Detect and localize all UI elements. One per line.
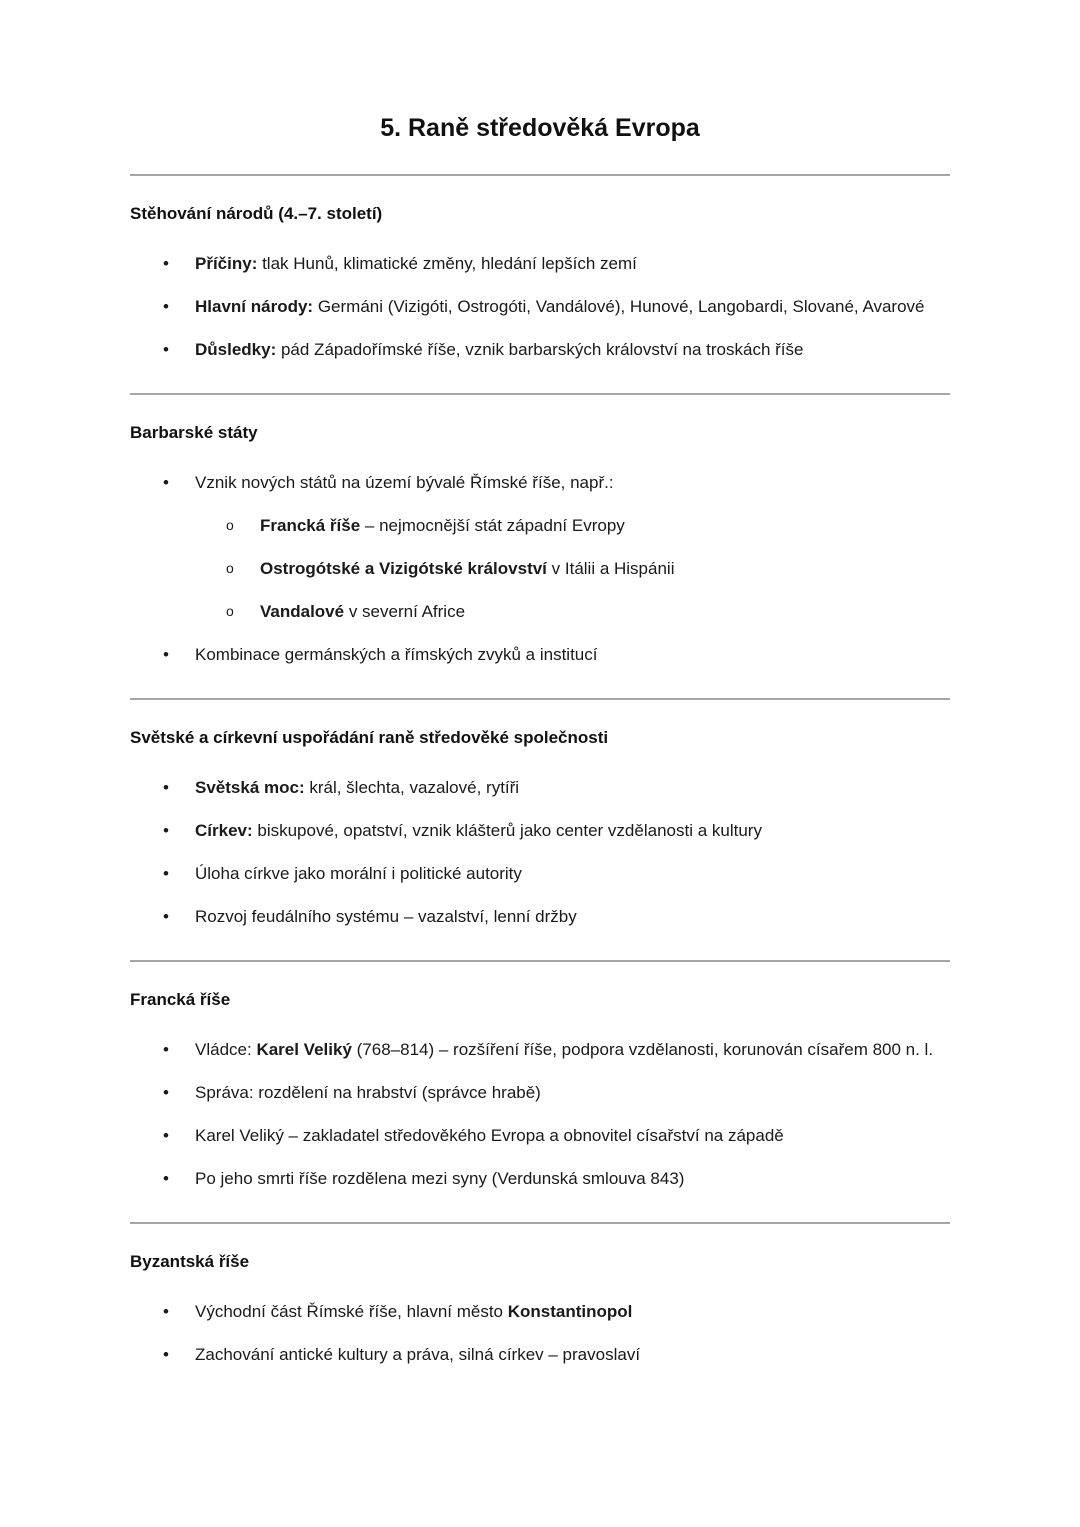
item-text: Zachování antické kultury a práva, silná církev – pravoslaví — [195, 1345, 641, 1364]
item-text: Správa: rozdělení na hrabství (správce hrabě) — [195, 1083, 541, 1102]
sections — [130, 174, 950, 1368]
bullet-marker: • — [163, 1302, 169, 1321]
page-title: 5. Raně středověká Evropa — [380, 114, 700, 142]
bullet-marker: • — [163, 473, 169, 492]
bullet-item — [130, 469, 950, 496]
section-divider — [130, 698, 950, 700]
item-text: Po jeho smrti říše rozdělena mezi syny (Verdunská smlouva 843) — [195, 1169, 685, 1188]
document-section — [130, 174, 950, 363]
bullet-marker: • — [163, 1083, 169, 1102]
bullet-marker: • — [163, 645, 169, 664]
bullet-item — [130, 774, 950, 801]
section-heading: Francká říše — [130, 990, 231, 1009]
bullet-marker: • — [163, 864, 169, 883]
section-divider — [130, 960, 950, 962]
bullet-item — [130, 293, 950, 320]
item-text: Světská moc: král, šlechta, vazalové, rytíři — [195, 778, 520, 797]
bullet-item — [130, 1122, 950, 1149]
item-text: Ostrogótské a Vizigótské království v Itálii a Hispánii — [260, 559, 675, 578]
document-section — [130, 698, 950, 930]
section-heading: Barbarské státy — [130, 423, 258, 442]
bullet-item — [130, 903, 950, 930]
bullet-item — [130, 1036, 950, 1063]
bullet-marker: • — [163, 1345, 169, 1364]
bullet-marker: • — [163, 297, 169, 316]
section-divider — [130, 174, 950, 176]
item-text: Vládce: Karel Veliký (768–814) – rozšíření říše, podpora vzdělanosti, korunován císařem 800 n. l. — [195, 1040, 934, 1059]
bullet-item — [130, 1341, 950, 1368]
bullet-marker: • — [163, 254, 169, 273]
item-text: Hlavní národy: Germáni (Vizigóti, Ostrogóti, Vandálové), Hunové, Langobardi, Slované, Avarové — [195, 297, 925, 316]
item-text: Církev: biskupové, opatství, vznik klášterů jako center vzdělanosti a kultury — [195, 821, 762, 840]
bullet-item — [130, 1165, 950, 1192]
item-text: Rozvoj feudálního systému – vazalství, lenní držby — [195, 907, 577, 926]
document-section — [130, 960, 950, 1192]
bullet-marker: • — [163, 1169, 169, 1188]
bullet-item — [130, 1079, 950, 1106]
item-text: Francká říše – nejmocnější stát západní Evropy — [260, 516, 625, 535]
bullet-marker: • — [163, 1040, 169, 1059]
sub-bullet-item — [130, 598, 950, 625]
sub-bullet-marker: o — [226, 560, 234, 576]
section-heading: Stěhování národů (4.–7. století) — [130, 204, 383, 223]
bullet-item — [130, 641, 950, 668]
bullet-marker: • — [163, 1126, 169, 1145]
bullet-marker: • — [163, 907, 169, 926]
sub-bullet-marker: o — [226, 603, 234, 619]
sub-bullet-marker: o — [226, 517, 234, 533]
item-text: Příčiny: tlak Hunů, klimatické změny, hledání lepších zemí — [195, 254, 637, 273]
section-divider — [130, 1222, 950, 1224]
bullet-marker: • — [163, 340, 169, 359]
document-section — [130, 393, 950, 668]
section-heading: Světské a církevní uspořádání raně středověké společnosti — [130, 728, 609, 747]
item-text: Vandalové v severní Africe — [260, 602, 466, 621]
bullet-item — [130, 250, 950, 277]
sub-bullet-item — [130, 555, 950, 582]
bullet-item — [130, 336, 950, 363]
item-text: Karel Veliký – zakladatel středověkého Evropa a obnovitel císařství na západě — [195, 1126, 784, 1145]
section-divider — [130, 393, 950, 395]
document-section — [130, 1222, 950, 1368]
bullet-item — [130, 860, 950, 887]
item-text: Východní část Římské říše, hlavní město Konstantinopol — [195, 1302, 633, 1321]
bullet-item — [130, 1298, 950, 1325]
sub-bullet-item — [130, 512, 950, 539]
item-text: Vznik nových států na území bývalé Římské říše, např.: — [195, 473, 614, 492]
bullet-marker: • — [163, 821, 169, 840]
bullet-item — [130, 817, 950, 844]
section-heading: Byzantská říše — [130, 1252, 250, 1271]
item-text: Kombinace germánských a římských zvyků a institucí — [195, 645, 598, 664]
item-text: Důsledky: pád Západořímské říše, vznik barbarských království na troskách říše — [195, 340, 804, 359]
item-text: Úloha církve jako morální i politické autority — [195, 864, 522, 883]
bullet-marker: • — [163, 778, 169, 797]
